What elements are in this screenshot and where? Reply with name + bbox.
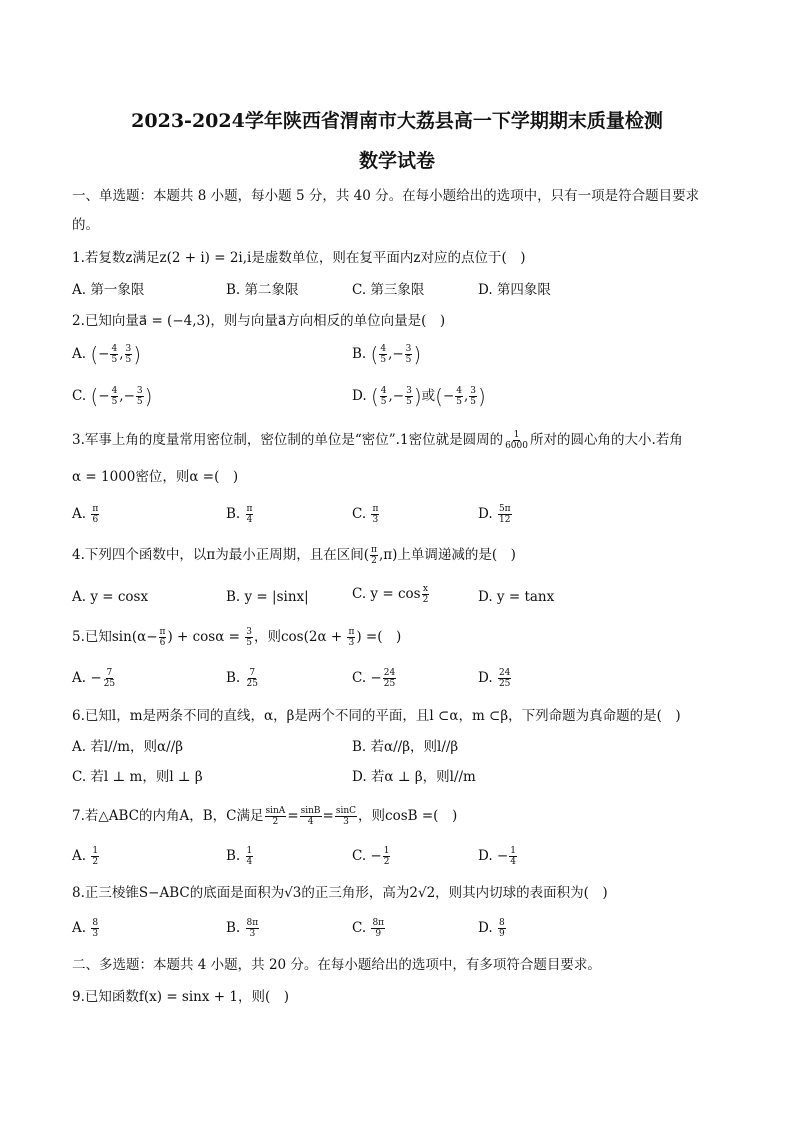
q6-option-b: B. 若α//β，则l//β bbox=[352, 739, 459, 755]
q4-option-d: D. y = tanx bbox=[478, 589, 555, 605]
section1-heading: 一、单选题：本题共 8 小题，每小题 5 分，共 40 分。在每小题给出的选项中，只有一项是符合题目要求 bbox=[72, 188, 700, 204]
q8-stem: 8.正三棱锥S−ABC的底面是面积为√3的正三角形，高为2√2，则其内切球的表面积为( ) bbox=[72, 885, 608, 901]
q4-option-a: A. y = cosx bbox=[72, 589, 149, 605]
q5-option-a: A. − $\frac{7}{25}$ bbox=[72, 668, 116, 689]
section1-heading-cont: 的。 bbox=[72, 217, 99, 233]
q1-stem: 1.若复数z满足z(2 + i) = 2i,i是虚数单位，则在复平面内z对应的点位于( ) bbox=[72, 250, 526, 266]
q8-option-a: A. $\frac{8}{3}$ bbox=[72, 918, 99, 939]
q5-option-b: B. $\frac{7}{25}$ bbox=[226, 668, 258, 689]
q6-option-d: D. 若α ⊥ β，则l//m bbox=[352, 769, 476, 785]
q5-option-c: C. − $\frac{24}{25}$ bbox=[352, 668, 396, 689]
q7-option-d: D. − $\frac{1}{4}$ bbox=[478, 846, 516, 867]
q8-option-d: D. $\frac{8}{9}$ bbox=[478, 918, 505, 939]
section2-heading: 二、多选题：本题共 4 小题，共 20 分。在每小题给出的选项中，有多项符合题目要求。 bbox=[72, 957, 601, 973]
q5-stem: 5.已知sin(α− $\frac{\pi}{6}$ ) + cosα = $\frac{3}{5}$ ，则cos(2α + $\frac{\pi}{3}$ ) =( ) bbox=[72, 627, 402, 648]
q8-option-c: C. $\frac{8\pi}{9}$ bbox=[352, 918, 385, 939]
q7-option-c: C. − $\frac{1}{2}$ bbox=[352, 846, 390, 867]
q3-option-d: D. $\frac{5\pi}{12}$ bbox=[478, 504, 511, 525]
q2-option-c: C. (− $\frac{4}{5}$ ,− $\frac{3}{5}$ ) bbox=[72, 384, 153, 409]
q2-option-b: B. ( $\frac{4}{5}$ ,− $\frac{3}{5}$ ) bbox=[352, 342, 422, 367]
page-title: 2023-2024学年陕西省渭南市大荔县高一下学期期末质量检测 bbox=[131, 110, 663, 132]
q8-option-b: B. $\frac{8\pi}{3}$ bbox=[226, 918, 259, 939]
q9-stem: 9.已知函数f(x) = sinx + 1，则( ) bbox=[72, 989, 289, 1005]
q6-option-c: C. 若l ⊥ m，则l ⊥ β bbox=[72, 769, 203, 785]
q4-option-c: C. y = cos $\frac{x}{2}$ bbox=[352, 584, 429, 605]
q7-option-b: B. $\frac{1}{4}$ bbox=[226, 846, 253, 867]
q6-option-a: A. 若l//m，则α//β bbox=[72, 739, 184, 755]
q2-option-d: D. ( $\frac{4}{5}$ ,− $\frac{3}{5}$ )或(− $\frac{4}{5}$ , $\frac{3}{5}$ ) bbox=[352, 384, 486, 409]
q4-option-b: B. y = |sinx| bbox=[226, 589, 309, 605]
q3-option-a: A. $\frac{\pi}{6}$ bbox=[72, 504, 99, 525]
q2-option-a: A. (− $\frac{4}{5}$ , $\frac{3}{5}$ ) bbox=[72, 342, 142, 367]
q1-option-a: A. 第一象限 bbox=[72, 282, 145, 298]
q5-option-d: D. $\frac{24}{25}$ bbox=[478, 668, 511, 689]
q3-option-b: B. $\frac{\pi}{4}$ bbox=[226, 504, 253, 525]
q1-option-d: D. 第四象限 bbox=[478, 282, 551, 298]
q7-option-a: A. $\frac{1}{2}$ bbox=[72, 846, 99, 867]
q7-stem: 7.若△ABC的内角A，B，C满足 $\frac{\sin A}{2}$ = $\frac{\sin B}{4}$ = $\frac{\sin C}{3}$ ，则cosB =( ) bbox=[72, 806, 458, 827]
q3-stem-cont: α = 1000密位，则α =( ) bbox=[72, 469, 239, 485]
q3-option-c: C. $\frac{\pi}{3}$ bbox=[352, 504, 379, 525]
q6-stem: 6.已知l，m是两条不同的直线，α，β是两个不同的平面，且l ⊂α，m ⊂β，下列命题为真命题的是( ) bbox=[72, 708, 681, 724]
q4-stem: 4.下列四个函数中，以π为最小正周期，且在区间( $\frac{\pi}{2}$ ,π)上单调递减的是( ) bbox=[72, 545, 516, 566]
q1-option-c: C. 第三象限 bbox=[352, 282, 425, 298]
q3-stem: 3.军事上角的度量常用密位制，密位制的单位是“密位”.1密位就是圆周的 $\frac{1}{6000}$ 所对的圆心角的大小.若角 bbox=[72, 430, 683, 451]
q1-option-b: B. 第二象限 bbox=[226, 282, 299, 298]
q2-stem: 2.已知向量a⃗ = (−4,3)，则与向量a⃗方向相反的单位向量是( ) bbox=[72, 313, 446, 329]
page-subtitle: 数学试卷 bbox=[358, 150, 435, 172]
